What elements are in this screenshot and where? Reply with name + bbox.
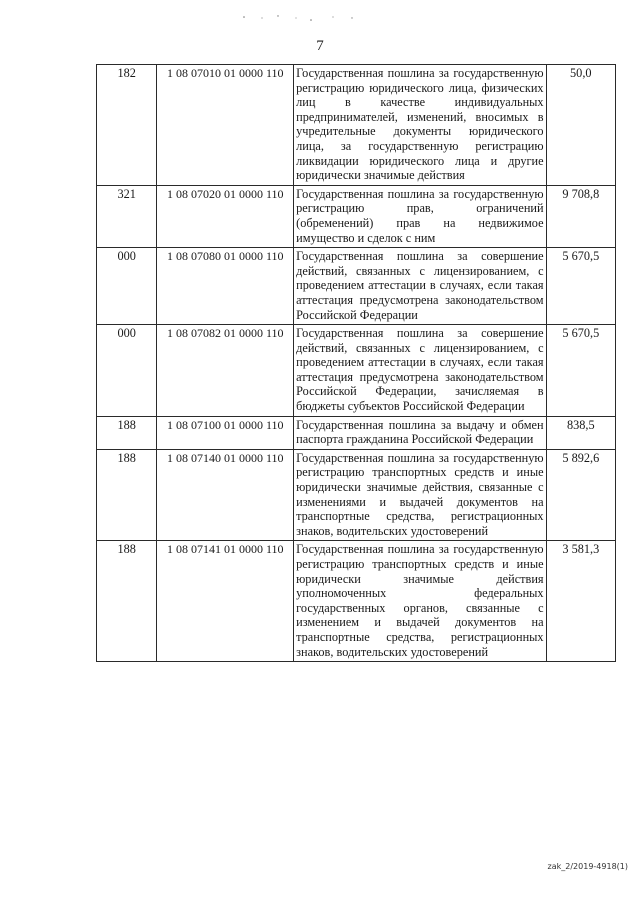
- scan-specks: [240, 14, 360, 22]
- admin-code-cell: 188: [97, 416, 157, 449]
- classification-code-cell: 1 08 07080 01 0000 110: [157, 248, 294, 325]
- table-row: [97, 541, 616, 662]
- duty-description-cell: Государственная пошлина за совершение действий, связанных с лицензированием, с проведением аттестации в случаях, если такая аттестация предусмотрена законодательством Российской Федерации: [294, 248, 546, 325]
- footer-reference: zak_2/2019-4918(1): [547, 862, 628, 871]
- duty-description-cell: Государственная пошлина за государственную регистрацию прав, ограничений (обременений) прав на недвижимое имущество и сделок с ним: [294, 185, 546, 247]
- table-row: [97, 248, 616, 325]
- classification-code-cell: 1 08 07010 01 0000 110: [157, 65, 294, 186]
- classification-code-cell: 1 08 07140 01 0000 110: [157, 449, 294, 541]
- state-duty-table: [96, 64, 616, 662]
- amount-cell: 5 670,5: [546, 325, 615, 417]
- amount-cell: 50,0: [546, 65, 615, 186]
- admin-code-cell: 000: [97, 248, 157, 325]
- table-row: [97, 449, 616, 541]
- duty-description-cell: Государственная пошлина за государственную регистрацию транспортных средств и иные юридически значимые действия уполномоченных федеральных государственных органов, связанные с изменением и выдачей документов на транспортные средства, регистрационных знаков, водительских удостоверений: [294, 541, 546, 662]
- page-number: 7: [316, 38, 324, 54]
- duty-description-cell: Государственная пошлина за государственную регистрацию транспортных средств и иные юридически значимые действия, связанные с изменениями и выдачей документов на транспортные средства, регистрационных знаков, водительских удостоверений: [294, 449, 546, 541]
- amount-cell: 5 670,5: [546, 248, 615, 325]
- table-row: [97, 416, 616, 449]
- amount-cell: 9 708,8: [546, 185, 615, 247]
- duty-description-cell: Государственная пошлина за выдачу и обмен паспорта гражданина Российской Федерации: [294, 416, 546, 449]
- admin-code-cell: 321: [97, 185, 157, 247]
- admin-code-cell: 000: [97, 325, 157, 417]
- classification-code-cell: 1 08 07082 01 0000 110: [157, 325, 294, 417]
- amount-cell: 5 892,6: [546, 449, 615, 541]
- table-row: [97, 185, 616, 247]
- admin-code-cell: 182: [97, 65, 157, 186]
- amount-cell: 838,5: [546, 416, 615, 449]
- admin-code-cell: 188: [97, 541, 157, 662]
- admin-code-cell: 188: [97, 449, 157, 541]
- classification-code-cell: 1 08 07020 01 0000 110: [157, 185, 294, 247]
- duty-description-cell: Государственная пошлина за государственную регистрацию юридического лица, физических лиц в качестве индивидуальных предпринимателей, изменений, вносимых в учредительные документы юридического лица, за государственную регистрацию ликвидации юридического лица и другие юридически значимые действия: [294, 65, 546, 186]
- table-row: [97, 65, 616, 186]
- duty-description-cell: Государственная пошлина за совершение действий, связанных с лицензированием, с проведением аттестации в случаях, если такая аттестация предусмотрена законодательством Российской Федерации, зачисляемая в бюджеты субъектов Российской Федерации: [294, 325, 546, 417]
- classification-code-cell: 1 08 07100 01 0000 110: [157, 416, 294, 449]
- amount-cell: 3 581,3: [546, 541, 615, 662]
- table-row: [97, 325, 616, 417]
- classification-code-cell: 1 08 07141 01 0000 110: [157, 541, 294, 662]
